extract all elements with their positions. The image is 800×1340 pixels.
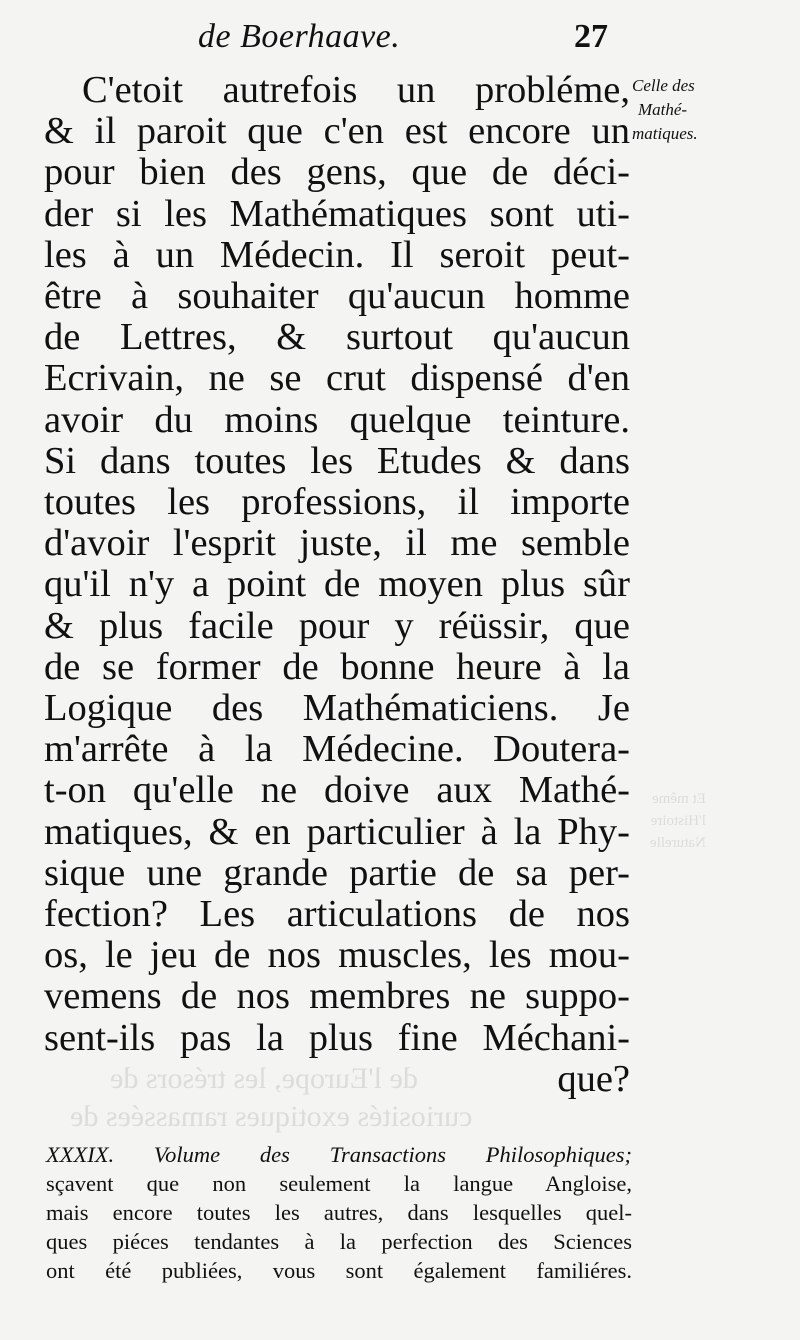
text-line: sique une grande partie de sa per- (44, 851, 630, 894)
text-line: d'avoir l'esprit juste, il me semble (44, 522, 630, 565)
text-line: de Lettres, & surtout qu'aucun (44, 316, 630, 359)
text-line: der si les Mathématiques sont uti- (44, 192, 630, 235)
footnote (46, 1140, 632, 1285)
body-text (44, 70, 630, 1100)
margin-note-line: Mathé- (638, 100, 688, 119)
text-line: vemens de nos membres ne suppo- (44, 975, 630, 1018)
margin-note-line: matiques. (632, 124, 698, 143)
footnote-line: mais encore toutes les autres, dans lesquelles quel- (46, 1200, 632, 1225)
text-line: m'arrête à la Médecine. Doutera- (44, 728, 630, 771)
bleed-through-text: curiosités exotiques ramassées de (70, 1100, 473, 1133)
text-line: t-on qu'elle ne doive aux Mathé- (44, 769, 630, 812)
text-line: de se former de bonne heure à la (44, 645, 630, 688)
bleed-through-text: de l'Europe, les trésors de (110, 1062, 418, 1095)
running-head-title: de Boerhaave. (198, 18, 401, 55)
running-head (0, 14, 800, 58)
margin-note (630, 74, 740, 146)
text-line: matiques, & en particulier à la Phy- (44, 810, 630, 853)
text-line: Ecrivain, ne se crut dispensé d'en (44, 357, 630, 400)
footnote-line: XXXIX. Volume des Transactions Philosophiques; (46, 1142, 632, 1167)
text-line: qu'il n'y a point de moyen plus sûr (44, 563, 630, 606)
text-line: & il paroit que c'en est encore un (44, 110, 630, 153)
text-line: que? (557, 1057, 630, 1100)
text-line: pour bien des gens, que de déci- (44, 151, 630, 194)
text-line: toutes les professions, il importe (44, 481, 630, 524)
text-line: Si dans toutes les Etudes & dans (44, 439, 630, 482)
text-line: os, le jeu de nos muscles, les mou- (44, 934, 630, 977)
text-line: Logique des Mathématiciens. Je (44, 687, 630, 730)
bleed-through-margin: Et même l'Histoire Naturelle (650, 791, 706, 851)
margin-note-line: Celle des (632, 76, 695, 95)
page-number: 27 (574, 18, 608, 55)
footnote-line: sçavent que non seulement la langue Angloise, (46, 1171, 632, 1196)
footnote-line: ques piéces tendantes à la perfection des Sciences (46, 1229, 632, 1254)
text-line: les à un Médecin. Il seroit peut- (44, 233, 630, 276)
footnote-line: ont été publiées, vous sont également familiéres. (46, 1258, 632, 1283)
text-line: avoir du moins quelque teinture. (44, 398, 630, 441)
text-line: sent-ils pas la plus fine Méchani- (44, 1016, 630, 1059)
text-line: C'etoit autrefois un probléme, (82, 69, 630, 111)
text-line: fection? Les articulations de nos (44, 893, 630, 936)
text-line: être à souhaiter qu'aucun homme (44, 275, 630, 318)
text-line: & plus facile pour y réüssir, que (44, 604, 630, 647)
